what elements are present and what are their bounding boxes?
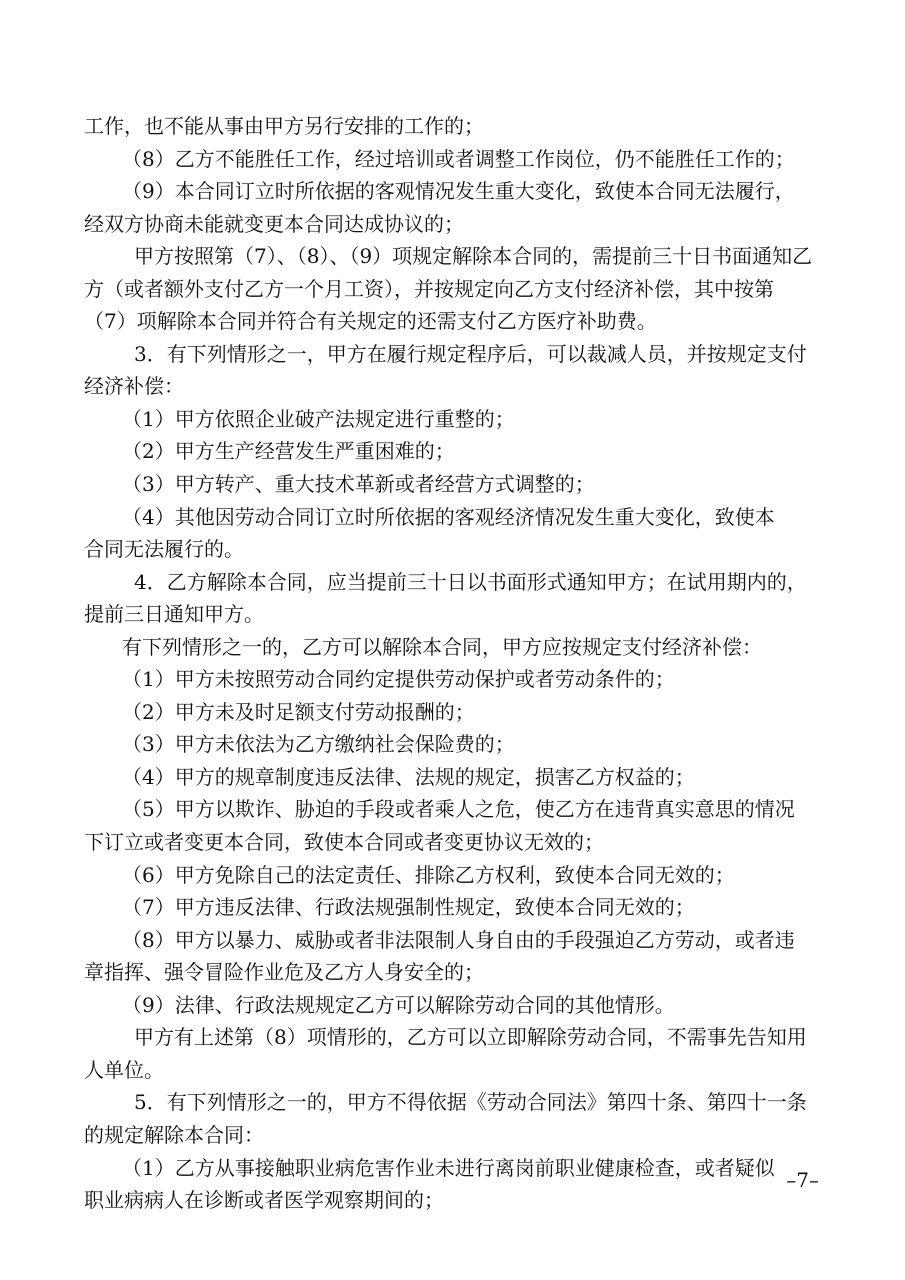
text-line: 工作，也不能从事由甲方另行安排的工作的； <box>84 114 484 138</box>
text-line: 4．乙方解除本合同，应当提前三十日以书面形式通知甲方；在试用期内的， <box>134 569 807 594</box>
text-line: 章指挥、强令冒险作业危及乙方人身安全的； <box>84 960 484 985</box>
text-line: （2）甲方生产经营发生严重困难的； <box>122 439 455 464</box>
text-line: （8）乙方不能胜任工作，经过培训或者调整工作岗位，仍不能胜任工作的； <box>122 146 795 171</box>
text-line: （8）甲方以暴力、威胁或者非法限制人身自由的手段强迫乙方劳动，或者违 <box>122 927 795 952</box>
page-number: –7– <box>786 1168 819 1192</box>
text-line: 的规定解除本合同： <box>84 1122 264 1147</box>
text-line: 人单位。 <box>84 1057 164 1082</box>
text-line: （2）甲方未及时足额支付劳动报酬的； <box>122 699 475 724</box>
body-text <box>84 110 824 1217</box>
text-line: 5．有下列情形之一的，甲方不得依据《劳动合同法》第四十条、第四十一条 <box>134 1090 807 1115</box>
text-line: 职业病病人在诊断或者医学观察期间的； <box>84 1188 444 1213</box>
text-line: 甲方有上述第（8）项情形的，乙方可以立即解除劳动合同，不需事先告知用 <box>134 1025 807 1050</box>
text-line: （6）甲方免除自己的法定责任、排除乙方权利，致使本合同无效的； <box>122 862 735 887</box>
text-line: 经双方协商未能就变更本合同达成协议的； <box>84 211 464 236</box>
text-line: （1）甲方未按照劳动合同约定提供劳动保护或者劳动条件的； <box>122 667 675 692</box>
text-line: 方（或者额外支付乙方一个月工资），并按规定向乙方支付经济补偿，其中按第 <box>84 276 774 301</box>
text-line: （9）本合同订立时所依据的客观情况发生重大变化，致使本合同无法履行， <box>122 179 795 204</box>
text-line: （4）甲方的规章制度违反法律、法规的规定，损害乙方权益的； <box>122 764 695 789</box>
text-line: （1）乙方从事接触职业病危害作业未进行离岗前职业健康检查，或者疑似 <box>122 1155 775 1180</box>
text-line: 下订立或者变更本合同，致使本合同或者变更协议无效的； <box>84 830 604 855</box>
text-line: （3）甲方转产、重大技术革新或者经营方式调整的； <box>122 472 595 497</box>
text-line: （3）甲方未依法为乙方缴纳社会保险费的； <box>122 732 515 757</box>
text-line: （7）甲方违反法律、行政法规强制性规定，致使本合同无效的； <box>122 895 695 920</box>
text-line: 经济补偿： <box>84 374 184 399</box>
text-line: （7）项解除本合同并符合有关规定的还需支付乙方医疗补助费。 <box>84 309 657 334</box>
text-line: 提前三日通知甲方。 <box>84 602 264 627</box>
text-line: 有下列情形之一的，乙方可以解除本合同，甲方应按规定支付经济补偿： <box>122 634 762 659</box>
text-line: （5）甲方以欺诈、胁迫的手段或者乘人之危，使乙方在违背真实意思的情况 <box>122 797 795 822</box>
text-line: 合同无法履行的。 <box>84 537 244 562</box>
text-line: （1）甲方依照企业破产法规定进行重整的； <box>122 406 515 431</box>
text-line: （9）法律、行政法规规定乙方可以解除劳动合同的其他情形。 <box>122 992 675 1017</box>
text-line: 甲方按照第（7）、（8）、（9）项规定解除本合同的，需提前三十日书面通知乙 <box>134 244 813 269</box>
text-line: 3．有下列情形之一，甲方在履行规定程序后，可以裁减人员，并按规定支付 <box>134 341 807 366</box>
text-line: （4）其他因劳动合同订立时所依据的客观经济情况发生重大变化，致使本 <box>122 504 775 529</box>
